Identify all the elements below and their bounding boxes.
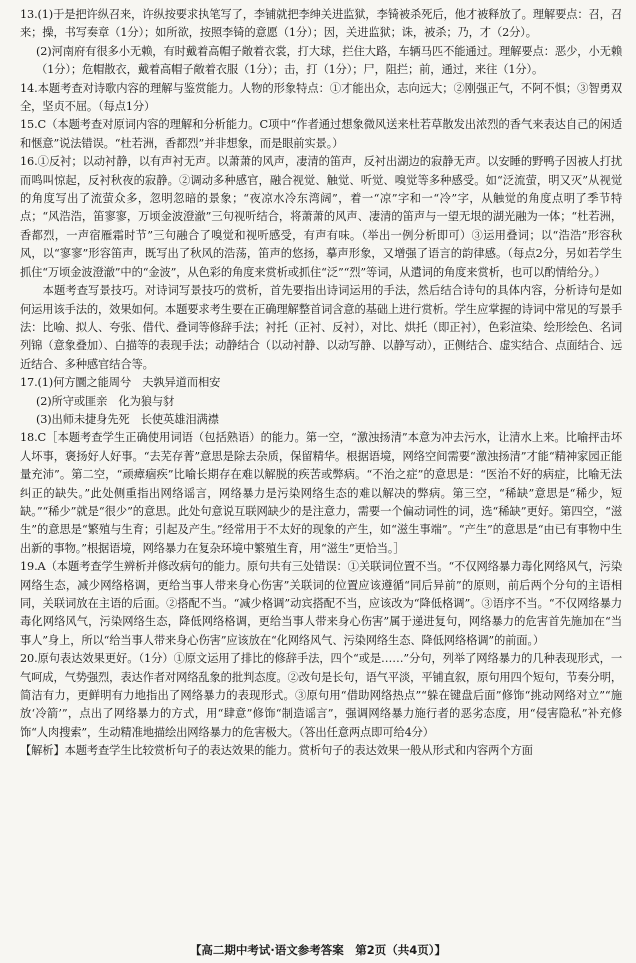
q15-answer: 15.C（本题考查对原词内容的理解和分析能力。C项中“作者通过想象微风送来杜若草散发出浓烈的香气来表达自己的闲适和惬意”说法错误。“杜若洲，香都烈”并非想象，而是眼前实景。）	[20, 118, 622, 150]
q14-answer: 14.本题考查对诗歌内容的理解与鉴赏能力。人物的形象特点：①才能出众，志向远大；②刚强正气，不阿不惧；③智勇双全，坚贞不屈。（每点1分）	[20, 81, 622, 114]
q17-part3: (3)出师未捷身先死 长使英雄泪满襟	[36, 412, 219, 426]
page-footer: 【高二期中考试·语文参考答案 第2页（共4页）】	[189, 943, 447, 957]
q20-answer: 20.原句表达效果更好。（1分）①原文运用了排比的修辞手法，四个“或是……”分句，列举了网络暴力的几种表现形式，一气呵成，气势强烈，表达作者对网络乱象的批判态度。②改句是长句，语气平淡，平铺直叙，原句用四个短句，节奏分明，简洁有力，更鲜明有力地指出了网络暴力的表现形式。③原句用“借助网络热点”“躲在键盘后面”修饰“挑动网络对立”“施放‘冷箭’”，点出了网络暴力的方式，用“肆意”修饰“制造谣言”，强调网络暴力施行者的恶劣态度，用“侵害隐私”补充修饰“人肉搜索”，生动精准地描绘出网络暴力的危害极大。（答出任意两点即可给4分）	[20, 652, 622, 739]
q20-analysis: 【解析】本题考查学生比较赏析句子的表达效果的能力。赏析句子的表达效果一般从形式和内容两个方面	[20, 744, 533, 758]
q17-part1: 17.(1)何方圜之能周兮 夫孰异道而相安	[20, 376, 221, 390]
q13-part2: (2)河南府有很多小无赖，有时戴着高帽子敞着衣裳，打大球，拦住大路，车辆马匹不能通过。理解要点：恶少，小无赖（1分）；危帽散衣，戴着高帽子敞着衣服（1分）；击，打（1分）；尸，阻拦；前，通过，来往（1分）。	[36, 44, 622, 77]
q16-explanation: 本题考查写景技巧。对诗词写景技巧的赏析，首先要指出诗词运用的手法，然后结合诗句的具体内容，分析诗句是如何运用该手法的，效果如何。本题要求考生要在正确理解整首词含意的基础上进行赏析。学生应掌握的诗词中常见的写景手法：比喻、拟人、夸张、借代、叠词等修辞手法；衬托（正衬、反衬），对比、烘托（即正衬），色彩渲染、绘形绘色、名词列锦（意象叠加）、白描等的表现手法；动静结合（以动衬静、以动写静、以静写动），正侧结合、虚实结合、点面结合、远近结合、多种感官结合等。	[20, 284, 622, 371]
answer-content	[20, 6, 622, 761]
q17-part2: (2)所守或匪亲 化为狼与豺	[36, 394, 175, 408]
q19-answer: 19.A（本题考查学生辨析并修改病句的能力。原句共有三处错误：①关联词位置不当。“不仅网络暴力毒化网络风气，污染网络生态，减少网络格调，更给当事人带来身心伤害”关联词的位置应该遵循“同后异前”的原则，前后两个分句的主语相同，关联词放在主语的后面。②搭配不当。“减少格调”动宾搭配不当，应该改为“降低格调”。③语序不当。“不仅网络暴力毒化网络风气，污染网络生态，降低网络格调，更给当事人带来身心伤害”属于递进复句，网络暴力的危害首先施加在“当事人”身上，所以“给当事人带来身心伤害”应该放在“化网络风气、污染网络生态、降低网络格调”的前面。）	[20, 560, 622, 647]
q18-answer: 18.C［本题考查学生正确使用词语（包括熟语）的能力。第一空，“激浊扬清”本意为冲去污水，让清水上来。比喻抨击坏人坏事，褒扬好人好事。“去芜存菁”意思是除去杂质，保留精华。根据语境，网络空间需要“激浊扬清”才能“精神家园正能量充沛”。第二空，“顽瘴痼疾”比喻长期存在难以解脱的疾苦或弊病。“不治之症”的意思是：“医治不好的病症，比喻无法纠正的缺失。”此处侧重指出网络谣言，网络暴力是污染网络生态的难以解决的弊病。第三空，“稀缺”意思是“稀少，短缺。”“稀少”就是“很少”的意思。此处句意说互联网缺少的是注意力，需要一个偏动词性的词，选“稀缺”更好。第四空，“滋生”的意思是“繁殖与生育；引起及产生。”经常用于不太好的现象的产生，如“滋生事端”。“产生”的意思是“由已有事物中生出新的事物。”根据语境，网络暴力在复杂环境中繁殖生育，用“滋生”更恰当。］	[20, 431, 622, 555]
q13-part1: 13.(1)于是把许纵召来，许纵按要求执笔写了，李铺就把李绅关进监狱，李锜被杀死后，他才被释放了。理解要点：召，召来；操，书写奏章（1分）；如所欲，按照李锜的意愿（1分）；因，关进监狱；诛，被杀；乃，才（2分）。	[20, 8, 622, 40]
q16-answer: 16.①反衬；以动衬静，以有声衬无声。以萧萧的风声，凄清的笛声，反衬出湖边的寂静无声。以安睡的野鸭子因被人打扰而鸣叫惊起，反衬秋夜的寂静。②调动多种感官，融合视觉、触觉、听觉、嗅觉等多种感受。如“泛流萤，明又灭”从视觉的角度写出了流萤众多，忽明忽暗的景象；“夜凉水冷东湾阔”，着一“凉”字和一“冷”字，从触觉的角度点明了季节特点；“风浩浩，笛寥寥，万顷金波澄澈”三句视听结合，将萧萧的风声、凄清的笛声与一望无垠的湖光融为一体；“杜若洲，香都烈，一声宿雁霜时节”三句融合了嗅觉和视听感受，有声有味。（举出一例分析即可）③运用叠词；以“浩浩”形容秋风，以“寥寥”形容笛声，既写出了秋风的浩荡，笛声的悠扬，摹声形象，又增强了语言的韵律感。（每点2分，另如若学生抓住“万顷金波澄澈”中的“金波”，从色彩的角度来赏析或抓住“泛”“烈”等词，从遣词的角度来赏析，也可以酌情给分。）	[20, 155, 622, 279]
